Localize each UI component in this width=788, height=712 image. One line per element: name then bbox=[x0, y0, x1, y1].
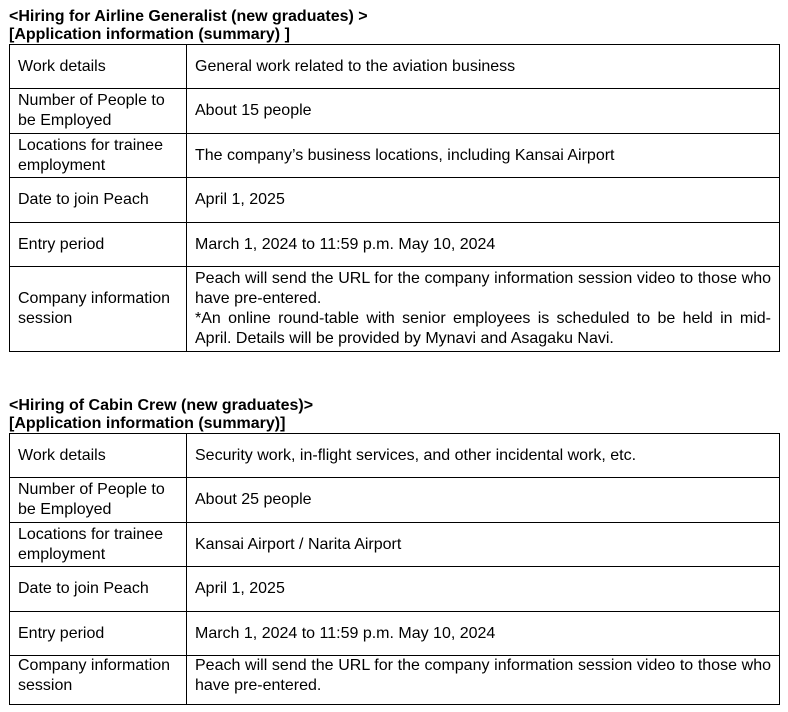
table-row bbox=[10, 434, 780, 478]
section-subtitle: [Application information (summary)] bbox=[9, 415, 286, 432]
table-row bbox=[10, 45, 780, 89]
table-row bbox=[10, 567, 780, 612]
table-row bbox=[10, 478, 780, 523]
application-info-table bbox=[9, 433, 780, 705]
application-info-table bbox=[9, 44, 780, 352]
section-title: <Hiring for Airline Generalist (new graduates) > bbox=[9, 8, 368, 25]
row-value: March 1, 2024 to 11:59 p.m. May 10, 2024 bbox=[187, 223, 780, 267]
row-label: Entry period bbox=[10, 223, 187, 267]
cabin-crew-section bbox=[9, 397, 780, 705]
row-label: Entry period bbox=[10, 612, 187, 656]
row-label: Work details bbox=[10, 45, 187, 89]
row-value: Security work, in-flight services, and other incidental work, etc. bbox=[187, 434, 780, 478]
table-row bbox=[10, 612, 780, 656]
row-label: Number of People to be Employed bbox=[10, 89, 187, 134]
row-value: General work related to the aviation business bbox=[187, 45, 780, 89]
table-row bbox=[10, 523, 780, 567]
row-value: The company’s business locations, including Kansai Airport bbox=[187, 134, 780, 178]
row-label: Work details bbox=[10, 434, 187, 478]
row-value: About 25 people bbox=[187, 478, 780, 523]
row-label: Date to join Peach bbox=[10, 567, 187, 612]
row-value: Peach will send the URL for the company information session video to those who have pre-entered. bbox=[187, 656, 780, 705]
row-label: Locations for trainee employment bbox=[10, 523, 187, 567]
row-value: April 1, 2025 bbox=[187, 178, 780, 223]
row-label: Company information session bbox=[10, 656, 187, 705]
table-row bbox=[10, 178, 780, 223]
table-row bbox=[10, 134, 780, 178]
section-title: <Hiring of Cabin Crew (new graduates)> bbox=[9, 397, 314, 414]
row-label: Number of People to be Employed bbox=[10, 478, 187, 523]
table-row bbox=[10, 89, 780, 134]
row-value: Kansai Airport / Narita Airport bbox=[187, 523, 780, 567]
row-label: Company information session bbox=[10, 267, 187, 352]
row-value: March 1, 2024 to 11:59 p.m. May 10, 2024 bbox=[187, 612, 780, 656]
row-label: Date to join Peach bbox=[10, 178, 187, 223]
airline-generalist-section bbox=[9, 8, 780, 352]
row-value: About 15 people bbox=[187, 89, 780, 134]
row-label: Locations for trainee employment bbox=[10, 134, 187, 178]
row-value bbox=[187, 267, 780, 352]
table-row bbox=[10, 656, 780, 705]
table-row bbox=[10, 267, 780, 352]
section-subtitle: [Application information (summary) ] bbox=[9, 26, 290, 43]
session-note-2: *An online round-table with senior employees is scheduled to be held in mid-April. Details will be provided by Mynavi and Asagaku Navi. bbox=[195, 310, 771, 347]
table-row bbox=[10, 223, 780, 267]
session-note-1: Peach will send the URL for the company information session video to those who have pre-entered. bbox=[195, 270, 771, 307]
row-value: April 1, 2025 bbox=[187, 567, 780, 612]
